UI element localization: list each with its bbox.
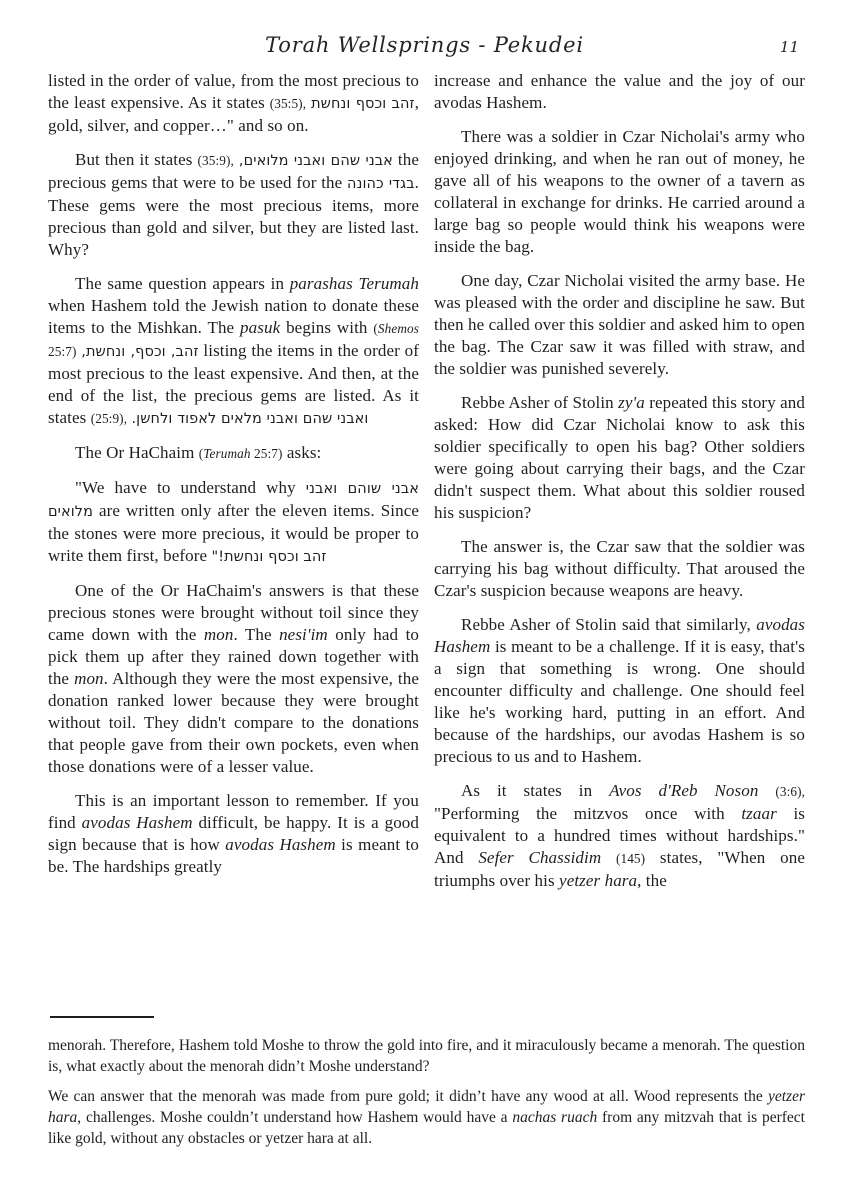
paragraph	[434, 780, 805, 892]
source-reference: (145)	[615, 851, 646, 866]
body-text: is meant to be a challenge. If it is easy, that's a sign that something is wrong. One should encounter difficulty and challenge. One should feel like he's working hard, putting in an effort. And because of the hardships, our avodas Hashem is so precious to us and to Hashem.	[434, 637, 805, 766]
footnote-separator-rule	[50, 1016, 154, 1018]
paragraph	[434, 70, 805, 114]
body-text: listing the items in the order of most precious to the least expensive. And then, at the end of the list, the precious gems are listed. As it states	[48, 341, 419, 427]
body-text	[758, 781, 775, 800]
source-reference: (	[373, 321, 378, 336]
footnote-section	[48, 1016, 805, 1158]
paragraph	[434, 270, 805, 380]
hebrew-phrase: זהב וכסף ונחשת!"	[211, 549, 327, 565]
paragraph	[48, 790, 419, 878]
italic-term: mon	[203, 625, 234, 644]
body-text: , the	[637, 871, 667, 890]
paragraph	[48, 580, 419, 778]
hebrew-phrase: אבני שהם ואבני מלואים,	[238, 153, 393, 169]
paragraph	[48, 1035, 805, 1077]
italic-term: tzaar	[741, 804, 777, 823]
italic-term: pasuk	[240, 318, 281, 337]
body-text: , gold, silver, and copper…" and so on.	[48, 93, 419, 135]
footnote-text	[48, 1035, 805, 1149]
page-title: Torah Wellsprings - Pekudei	[265, 33, 584, 57]
body-text: the precious gems that were to be used for the	[48, 150, 419, 192]
body-text: is meant to be. The hardships greatly	[48, 835, 419, 876]
paragraph	[48, 273, 419, 430]
paragraph	[48, 70, 419, 137]
body-text: menorah. Therefore, Hashem told Moshe to throw the gold into fire, and it miraculously became a menorah. The question is, what exactly about the menorah didn’t Moshe understand?	[48, 1037, 805, 1075]
source-reference: Shemos	[377, 321, 419, 336]
body-text: . These gems were the most precious items, more precious than gold and silver, but they are listed last. Why?	[48, 173, 419, 259]
italic-term: yetzer hara	[48, 1088, 805, 1126]
source-reference: (35:5),	[269, 96, 307, 111]
hebrew-phrase: ואבני שהם ואבני מלאים לאפוד ולחשן.	[131, 411, 369, 427]
two-column-body	[48, 70, 805, 904]
italic-term: avodas Hashem	[81, 813, 193, 832]
body-text: is equivalent to a hundred times without hardships." And	[434, 804, 806, 867]
left-column	[48, 70, 419, 904]
body-text: "We have to understand why	[75, 478, 306, 497]
italic-term: Sefer Chassidim	[478, 848, 602, 867]
body-text: . The	[233, 625, 280, 644]
paragraph	[48, 1086, 805, 1149]
body-text: "Performing the mitzvos once with	[434, 804, 742, 823]
body-text: , challenges. Moshe couldn’t understand how Hashem would have a	[77, 1109, 513, 1126]
italic-term: parashas Terumah	[289, 274, 420, 293]
body-text: listed in the order of value, from the most precious to the least expensive. As it states	[48, 71, 419, 112]
italic-term: nachas ruach	[512, 1109, 598, 1126]
paragraph	[48, 149, 419, 261]
hebrew-phrase: אבני שוהם ואבני מלואים	[48, 481, 419, 520]
body-text: asks:	[282, 443, 322, 462]
page-header	[0, 0, 849, 57]
body-text: from any mitzvah that is perfect like gold, without any obstacles or yetzer hara at all.	[48, 1109, 805, 1147]
paragraph	[434, 392, 805, 524]
body-text: One of the Or HaChaim's answers is that these precious stones were brought without toil since they came down with the	[48, 581, 419, 644]
source-reference: (25:9),	[90, 411, 128, 426]
page-number: 11	[779, 38, 799, 56]
body-text: states, "When one triumphs over his	[434, 848, 805, 890]
hebrew-phrase: זהב, וכסף, ונחשת,	[81, 344, 199, 360]
body-text: . Although they were the most expensive, the donation ranked lower because they were brought without toil. They didn't compare to the donations that people gave from their own pockets, even when those donations were of a lesser value.	[48, 669, 420, 776]
italic-term: nesi'im	[279, 625, 328, 644]
body-text: There was a soldier in Czar Nicholai's army who enjoyed drinking, and when he ran out of money, he gave all of his weapons to the owner of a tavern as collateral in exchange for drinks. He carried around a large bag so people would think his weapons were inside the bag.	[434, 127, 805, 256]
source-reference: 25:7)	[48, 344, 77, 359]
italic-term: mon	[74, 669, 104, 688]
body-text: only had to pick them up after they rained down together with the	[48, 625, 419, 688]
body-text: The Or HaChaim	[75, 443, 199, 462]
paragraph	[48, 442, 419, 465]
body-text: repeated this story and asked: How did Czar Nicholai know to ask this soldier specifically to open his bag? Other soldiers were going about carrying their bags, and the Czar didn't suspect them. What about this soldier roused his suspicion?	[434, 393, 806, 522]
body-text	[601, 848, 616, 867]
body-text: The answer is, the Czar saw that the soldier was carrying his bag without difficulty. That aroused the Czar's suspicion because weapons are heavy.	[434, 537, 805, 600]
source-reference: (3:6),	[775, 784, 805, 799]
body-text: One day, Czar Nicholai visited the army base. He was pleased with the order and discipline he saw. But then he called over this soldier and asked him to open the bag. The Czar saw it was filled with straw, and the soldier was punished severely.	[434, 271, 805, 378]
body-text: when Hashem told the Jewish nation to donate these items to the Mishkan. The	[48, 296, 419, 337]
source-reference: Terumah	[203, 446, 251, 461]
body-text: are written only after the eleven items. Since the stones were more precious, it would be proper to write them first, before	[48, 501, 419, 565]
source-reference: 25:7)	[250, 446, 283, 461]
italic-term: avodas Hashem	[225, 835, 336, 854]
body-text: This is an important lesson to remember. If you find	[48, 791, 419, 832]
italic-term: yetzer hara	[559, 871, 638, 890]
paragraph	[434, 536, 805, 602]
source-reference: (35:9),	[197, 153, 234, 168]
source-reference: (	[198, 446, 204, 461]
paragraph	[434, 126, 805, 258]
italic-term: avodas Hashem	[434, 615, 805, 656]
body-text: increase and enhance the value and the joy of our avodas Hashem.	[434, 71, 805, 112]
body-text: difficult, be happy. It is a good sign because that is how	[48, 813, 420, 854]
italic-term: Avos d'Reb Noson	[609, 781, 759, 800]
body-text: The same question appears in	[75, 274, 290, 293]
hebrew-phrase: זהב וכסף ונחשת	[311, 96, 415, 112]
italic-term: zy'a	[618, 393, 645, 412]
body-text: Rebbe Asher of Stolin said that similarly,	[461, 615, 757, 634]
right-column	[434, 70, 805, 904]
body-text: But then it states	[75, 150, 198, 169]
body-text: We can answer that the menorah was made from pure gold; it didn’t have any wood at all. Wood represents the	[48, 1088, 768, 1105]
paragraph	[48, 477, 419, 568]
body-text: Rebbe Asher of Stolin	[461, 393, 619, 412]
body-text: As it states in	[461, 781, 610, 800]
paragraph	[434, 614, 805, 768]
body-text: begins with	[280, 318, 374, 337]
hebrew-phrase: בגדי כהונה	[347, 176, 415, 192]
